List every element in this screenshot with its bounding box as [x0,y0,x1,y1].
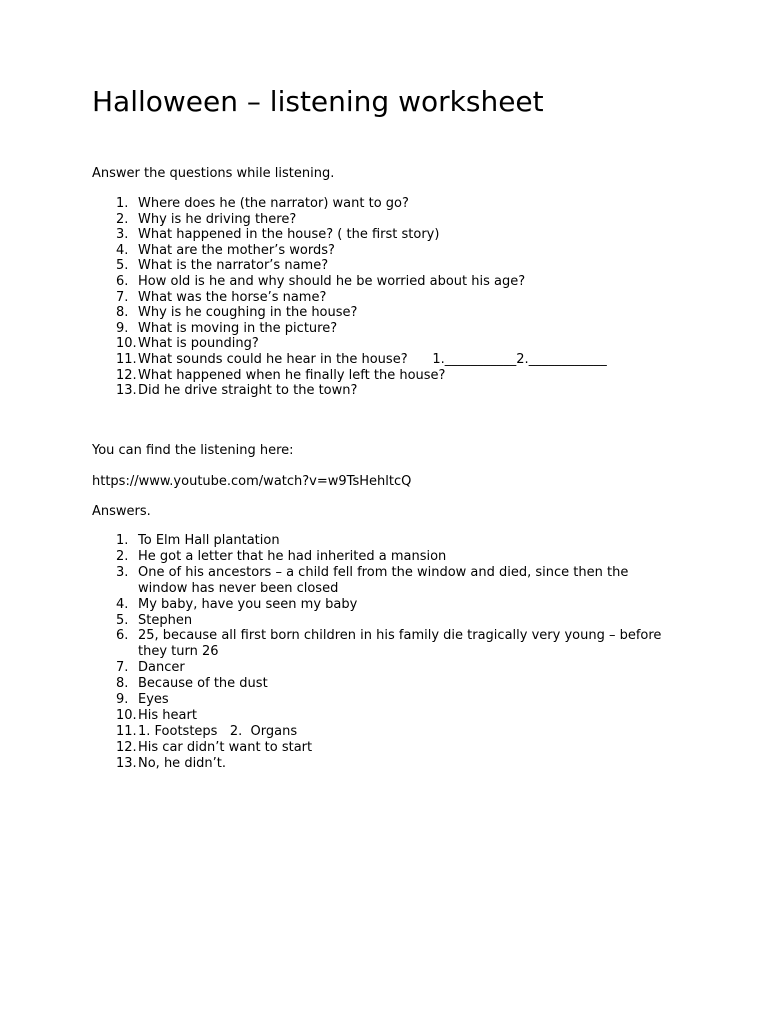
answer-number: 1. [116,533,129,548]
question-number: 13. [116,383,137,399]
question-item [92,243,678,259]
answer-number: 12. [116,739,137,755]
answer-text: Eyes [138,692,169,708]
answers-heading: Answers. [92,504,151,519]
answer-item [92,756,678,772]
answer-item [92,549,678,565]
question-text: What sounds could he hear in the house? 1.___________2.____________ [138,351,607,367]
question-number: 9. [116,320,129,336]
question-item [92,305,678,321]
question-item [92,196,678,212]
question-item [92,321,678,337]
answers-list [92,533,678,772]
answer-item [92,740,678,756]
question-number: 11. [116,351,137,367]
question-text: Why is he coughing in the house? [138,305,358,321]
answer-text: 1. Footsteps 2. Organs [138,723,298,739]
answer-number: 3. [116,564,129,580]
question-text: Why is he driving there? [138,211,297,227]
answer-text: His heart [138,707,197,723]
page-title: Halloween – listening worksheet [92,85,544,118]
answer-number: 5. [116,612,129,628]
question-number: 4. [116,242,129,258]
question-item [92,368,678,384]
question-number: 2. [116,211,129,227]
answer-text: To Elm Hall plantation [138,533,280,548]
answer-item [92,628,668,660]
answer-item [92,533,678,549]
question-item [92,352,678,368]
question-item [92,383,678,399]
question-number: 8. [116,305,129,321]
answer-text: Dancer [138,660,185,676]
answer-item [92,613,678,629]
answer-item [92,724,678,740]
answer-number: 7. [116,660,129,676]
question-text: What happened in the house? ( the first story) [138,227,440,243]
question-number: 12. [116,367,137,383]
question-number: 6. [116,273,129,289]
questions-list [92,196,678,399]
question-text: What happened when he finally left the house? [138,367,446,383]
answer-text: 25, because all first born children in his family die tragically very young – before they turn 26 [138,628,662,660]
answer-number: 11. [116,723,137,739]
answer-item [92,660,678,676]
answer-item [92,597,678,613]
answer-number: 9. [116,692,129,708]
answer-number: 13. [116,755,137,771]
question-text: What are the mother’s words? [138,242,335,258]
question-number: 5. [116,258,129,274]
question-item [92,212,678,228]
answer-number: 4. [116,596,129,612]
question-number: 10. [116,336,137,352]
question-item [92,227,678,243]
question-text: How old is he and why should he be worried about his age? [138,273,526,289]
question-item [92,336,678,352]
answer-item [92,708,678,724]
question-item [92,274,678,290]
question-text: Where does he (the narrator) want to go? [138,196,409,211]
question-text: What was the horse’s name? [138,289,327,305]
listening-url: https://www.youtube.com/watch?v=w9TsHehltcQ [92,474,412,489]
answer-number: 6. [116,628,129,644]
answer-item [92,565,676,597]
instructions: Answer the questions while listening. [92,166,335,181]
answer-text: His car didn’t want to start [138,739,313,755]
answer-text: He got a letter that he had inherited a mansion [138,548,447,564]
answer-number: 2. [116,548,129,564]
answer-text: My baby, have you seen my baby [138,596,358,612]
question-text: What is the narrator’s name? [138,258,329,274]
answer-text: Stephen [138,612,193,628]
listening-source-label: You can find the listening here: [92,443,294,458]
answer-item [92,676,678,692]
question-number: 1. [116,196,129,211]
answer-item [92,692,678,708]
question-number: 3. [116,227,129,243]
question-item [92,258,678,274]
question-text: Did he drive straight to the town? [138,383,358,399]
question-text: What is moving in the picture? [138,320,338,336]
answer-text: Because of the dust [138,676,268,692]
answer-number: 10. [116,707,137,723]
question-item [92,290,678,306]
question-text: What is pounding? [138,336,259,352]
answer-number: 8. [116,676,129,692]
answer-text: No, he didn’t. [138,755,227,771]
question-number: 7. [116,289,129,305]
answer-text: One of his ancestors – a child fell from the window and died, since then the window has never been closed [138,564,629,596]
